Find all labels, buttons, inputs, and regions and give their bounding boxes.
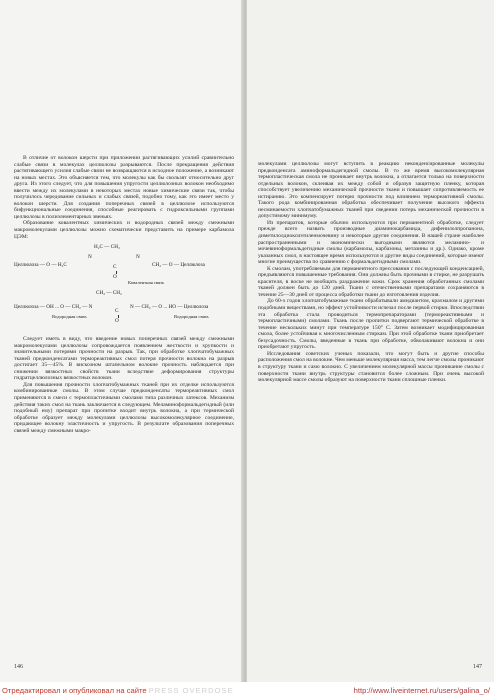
left-page-text — [14, 155, 234, 434]
formula-oxygen: O — [115, 318, 119, 325]
right-page-text — [258, 161, 484, 384]
paragraph: К смолам, употребляемым для перманентного прессования с последующей конденсацией, предъявляются повышенные требования. Они должны быть прочными в стирке, не разрушать красителя, в воске не вообщать раздражение кожи. Срок хранения обработанных смолами тканей должен быть до 120 дней. Ткани с отечественными препаратами сохраняются в течение 25—30 дней от процесса обработки ткани до изготовления изделия. — [258, 265, 484, 298]
site-footer — [0, 682, 494, 699]
formula-caption: Ковалентная связь — [128, 280, 165, 286]
page-number: 146 — [14, 664, 23, 670]
paragraph: Для повышения прочности хлопчатобумажных тканей при их отделке используются комбинированные смолы. В этом случае предконденсаты термореактивных смол применяются в смеси с термопластичными смолами типа различных латексов. Механизм действия таких смол на ткань заключается в следующем. Меламиноформальдегидный (или подобный ему) препарат при пропитке входит внутрь волокна, а при термической обработке образует между молекулами целлюлозы высокомолекулярное соединение, придающее волокну эластичность и упругость. В результате образования поперечных связей между смежными макро- — [14, 381, 234, 434]
formula-right-chain: N — CH₂ — O ... HO — Целлюлоза — [130, 304, 209, 311]
paragraph: В отличие от волокон шерсти при приложении растягивающих усилий сравнительно слабые связи в молекулах целлюлозы разрываются. После прекращения действия растягивающего усилия слабые связи не возвращаются в исходное положение, а возникают на новых местах. Это объясняется тем, что молекулы как бы скользят относительно друг друга. Из этого следует, что для повышения упругости целлюлозных волокон необходимо ввести между их молекулами в некоторых местах новые химические связи так, чтобы получилось чередование сильных и слабых связей, подобно тому, как это имеет место у волокон шерсти. Для создания поперечных связей в целлюлозе используются бифункциональные соединения, способные реагировать с гидроксильными группами целлюлозы в полиэлементарных звеньях. — [14, 155, 234, 220]
paragraph: До 60-х годов хлопчатобумажные ткани обрабатывали амидиантом, крахмалом и другими подобными веществами, но эффект устойчивости исчезал после первой стирки. Впоследствии эта обработка стала проводиться термопрепараторами (термореактивными и термопластичными) смолами. Ткань после пропитки подвергают термической обработке в течение нескольких минут при температуре 150° С. Затем возникает модифицированная смола, более устойчивая к многочисленным стиркам. При этой обработке ткани приобретает безусадочность. Смолы, введенные в ткань при обработке, обволакивают волокна и они приобретают упругость. — [258, 298, 484, 351]
formula-carbon: C — [113, 264, 117, 271]
formula-nitrogen: N — [136, 254, 140, 261]
paragraph: Образование ковалентных химических и водородных связей между смежными макромолекулами целлюлозы можно схематически представить на примере карбамола ЦЭМ: — [14, 220, 234, 240]
chemical-formula — [14, 242, 234, 332]
left-page — [0, 0, 245, 682]
paragraph: Следует иметь в виду, что введение новых поперечных связей между смежными макромолекулами целлюлозы сопровождается появлением жесткости и хрупкости и значительными потерями прочности на разрыв. Так, при обработке хлопчатобумажных тканей предконденсатами термореактивных смол потеря прочности волокна на разрыв достигает 35—45%. В вискозном штапельном волокне прочность наблюдается при снижении вязкостных свойств ткани вследствие деформирования структуры гидратцеллюлозных вязкостных волокон. — [14, 336, 234, 382]
paragraph: молекулами целлюлозы могут вступить в реакцию неконденсированные молекулы предконденсата аминоформальдегидной смолы. В то же время высокомолекулярная термопластическая смола не проникает внутрь волокна, а отлагается только на поверхности отдельных волокон, склеивая их между собой и образуя защитную пленку, которая способствует увеличению механической прочности ткани и повышает сопротивляемость ее истиранию. Это компенсирует потерю прочности под влиянием термореактивной смолы. Такого рода комбинированная обработка обеспечивает получение высокого эффекта несминаемости хлопчатобумажных тканей при сведении потерь механической прочности в допустимому минимуму. — [258, 161, 484, 220]
formula-left-chain: Целлюлоза — O — H₂C — [14, 262, 67, 269]
footer-credit — [2, 682, 234, 699]
footer-watermark: PRESS OVERDOSE — [148, 686, 234, 695]
formula-ring-top: H₂C — CH₂ — [94, 244, 120, 251]
formula-nitrogen: N — [88, 254, 92, 261]
footer-credit-text: Отредактировал и опубликовал на сайте — [2, 686, 147, 695]
formula-left-chain: Целлюлоза — OH ... O — CH₂ — N — [14, 304, 93, 311]
formula-right-chain: CH₂ — O — Целлюлоза — [152, 262, 205, 269]
page-number: 147 — [473, 664, 482, 670]
paragraph: Исследования советских ученых показали, что могут быть и другие способы расположения смол на волокне. Чем меньше молекулярная масса, тем легче смолы проникают в структуру ткани и само волокно. С увеличением молекулярной массы проникание смолы с поверхности ткани внутрь структуры становится более сложным. При очень высокой молекулярной массе смолы образуют на поверхности ткани сплошные пленки. — [258, 350, 484, 384]
footer-link[interactable]: http://www.liveinternet.ru/users/galina_o/ — [353, 686, 490, 695]
paragraph: Из препаратов, которые обычно используются при перманентной обработке, следует прежде всего назвать производные диаминокарбамида, дифенилолпропанона, диметилолдиоксиэтиленмочевину и некоторые другие соединения. В нашей стране наиболее распространенными и экономически выгодными являются меламино- и мочевиноформальдегидные смолы (карбамолы, карбазоны, метазины и др.). Однако, кроме указанных смол, в настоящее время используются и другие виды соединений, которые имеют многие преимущества по сравнению с формальдегидными смолами. — [258, 219, 484, 266]
formula-ring-top: CH₂ — CH₂ — [96, 290, 122, 297]
formula-caption: Водородная связь — [174, 314, 209, 320]
formula-oxygen: O — [113, 274, 117, 281]
right-page — [247, 0, 494, 682]
formula-caption: Водородная связь — [52, 314, 87, 320]
formula-carbon: C — [115, 308, 119, 315]
